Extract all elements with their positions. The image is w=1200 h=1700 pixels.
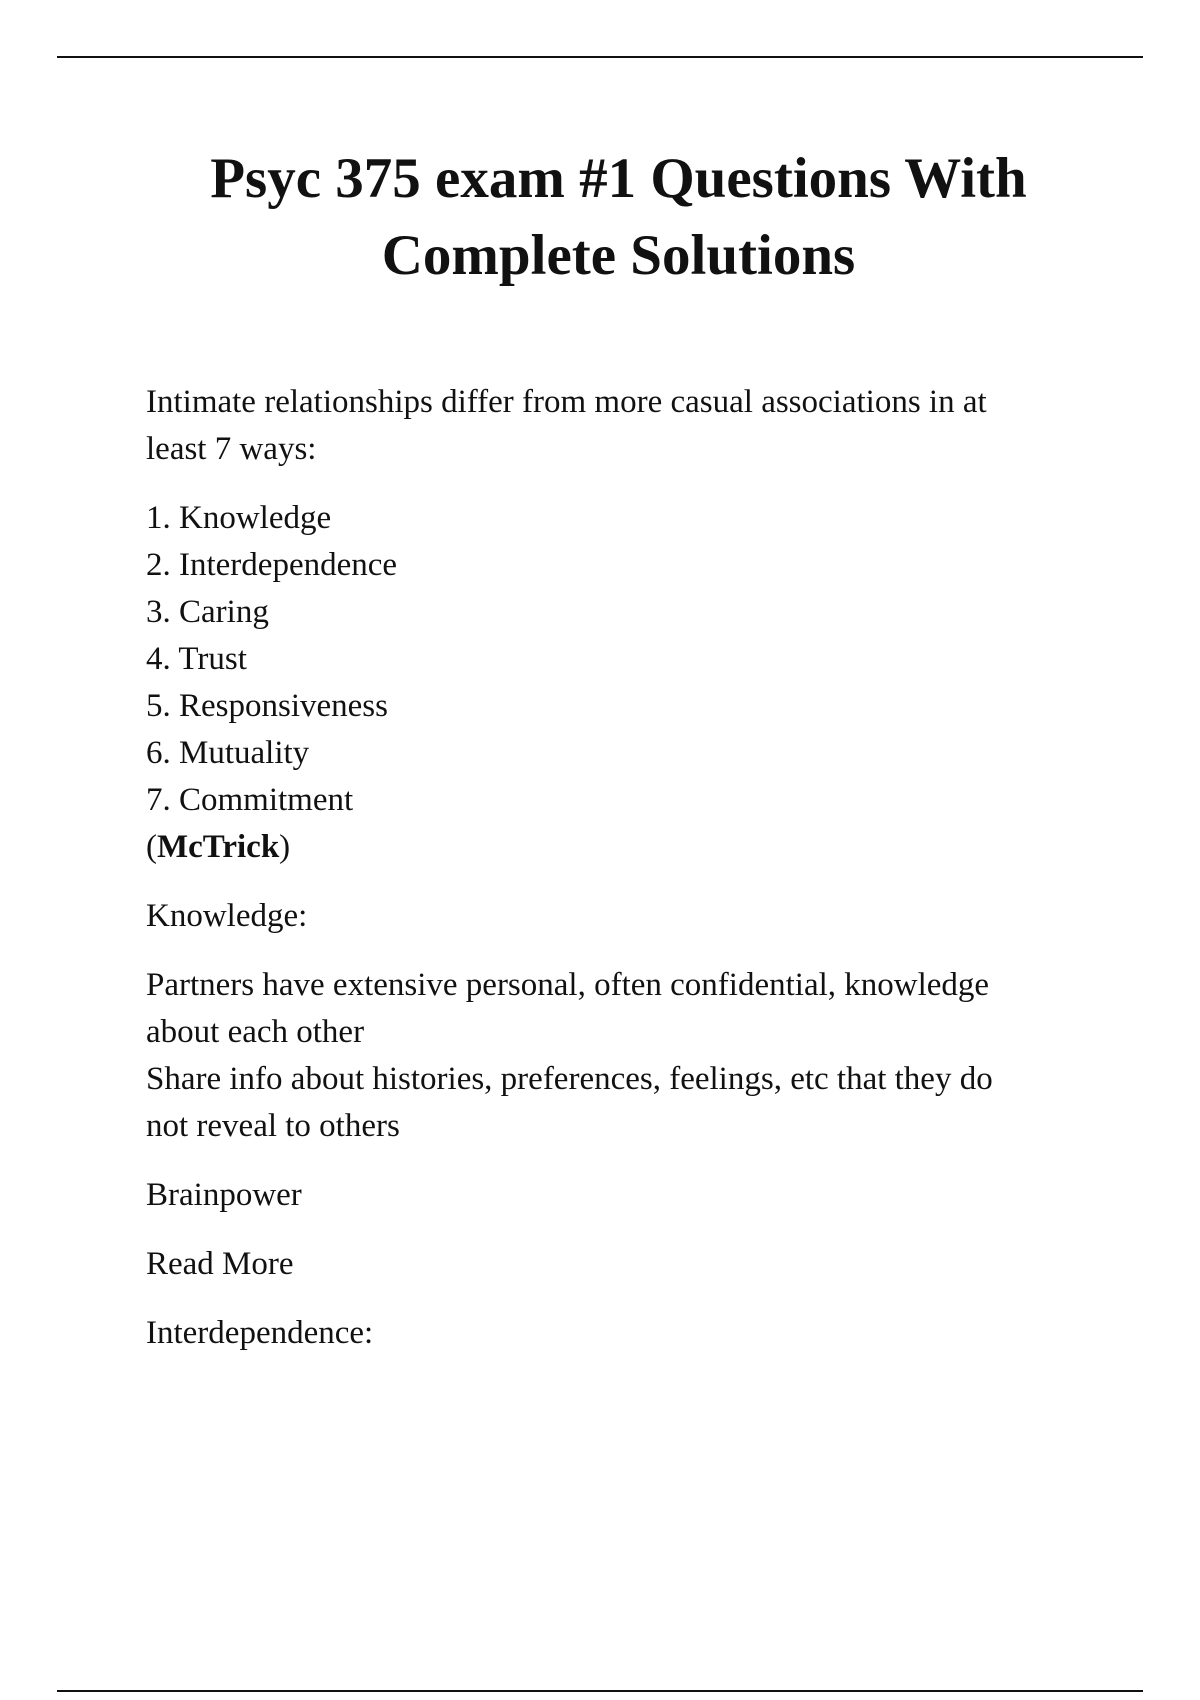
list-item: 1. Knowledge xyxy=(146,500,332,536)
read-more-link[interactable]: Read More xyxy=(146,1246,294,1282)
interdependence-heading: Interdependence: xyxy=(146,1315,374,1351)
title-line-1: Psyc 375 exam #1 Questions With xyxy=(210,147,1027,210)
bottom-rule xyxy=(57,1690,1143,1692)
list-item: 2. Interdependence xyxy=(146,547,398,583)
knowledge-line-4: not reveal to others xyxy=(146,1108,400,1144)
mnemonic-close-paren: ) xyxy=(279,829,291,865)
mnemonic xyxy=(146,824,1096,871)
list-item: 3. Caring xyxy=(146,594,269,630)
intro-line-2: least 7 ways: xyxy=(146,431,317,467)
list-item: 6. Mutuality xyxy=(146,735,310,771)
knowledge-answer xyxy=(146,962,1096,1150)
knowledge-heading: Knowledge: xyxy=(146,898,308,934)
intro-line-1: Intimate relationships differ from more casual associations in at xyxy=(146,384,987,420)
ways-list xyxy=(146,495,1096,871)
title-line-2: Complete Solutions xyxy=(381,224,856,287)
intro-paragraph xyxy=(146,379,1096,473)
list-item: 7. Commitment xyxy=(146,782,354,818)
list-item: 4. Trust xyxy=(146,641,247,677)
mnemonic-word: McTrick xyxy=(157,829,280,865)
top-rule xyxy=(57,56,1143,58)
document-title xyxy=(100,140,1137,294)
knowledge-line-3: Share info about histories, preferences, feelings, etc that they do xyxy=(146,1061,993,1097)
mnemonic-open-paren: ( xyxy=(146,829,157,865)
brainpower-label: Brainpower xyxy=(146,1177,302,1213)
document-body xyxy=(146,379,1096,1379)
knowledge-line-1: Partners have extensive personal, often confidential, knowledge xyxy=(146,967,990,1003)
knowledge-line-2: about each other xyxy=(146,1014,365,1050)
list-item: 5. Responsiveness xyxy=(146,688,388,724)
